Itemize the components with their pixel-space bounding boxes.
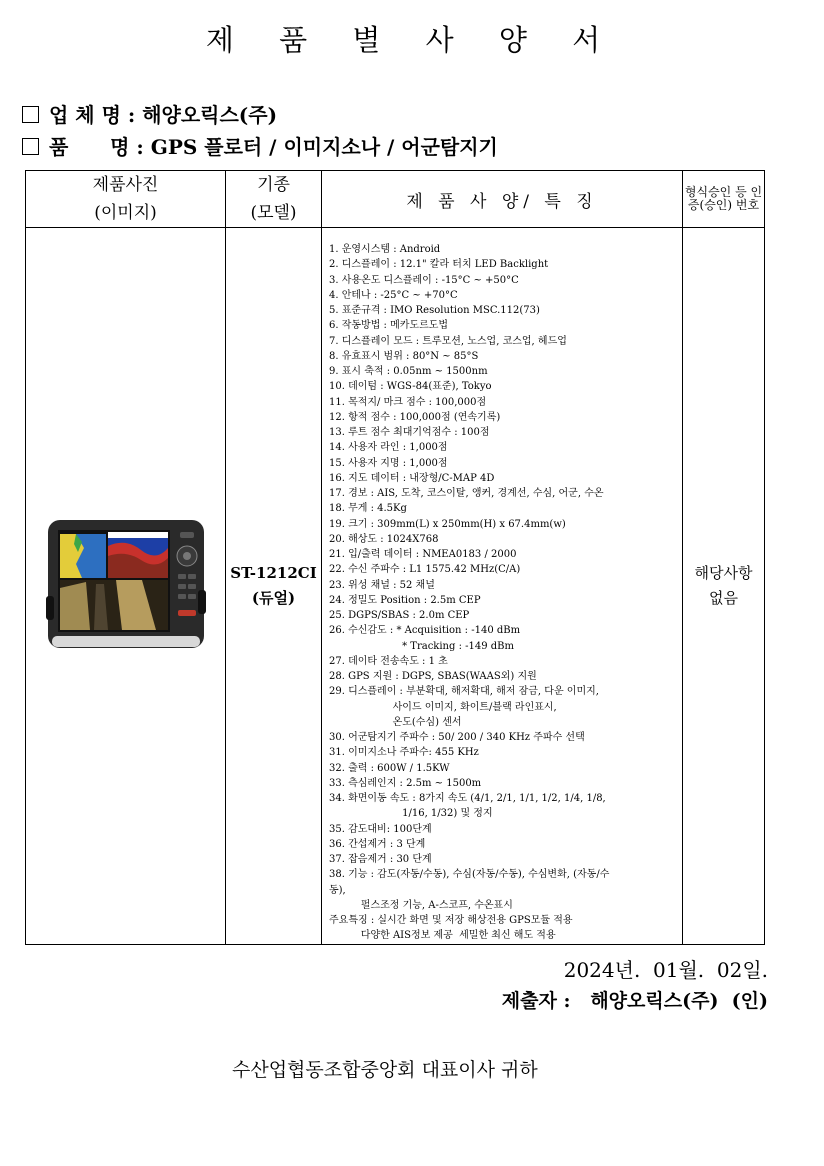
spec-item: 15. 사용자 지명 : 1,000점 [329, 457, 448, 469]
spec-item: 11. 목적지/ 마크 점수 : 100,000점 [329, 396, 487, 408]
spec-item: 7. 디스플레이 모드 : 트루모션, 노스업, 코스업, 헤드업 [329, 335, 567, 347]
spec-item: * Tracking : -149 dBm [329, 640, 515, 652]
spec-item: 28. GPS 지원 : DGPS, SBAS(WAAS외) 지원 [329, 671, 537, 682]
submitter-name: 해양오릭스(주) (인) [590, 990, 768, 1012]
spec-item: 5. 표준규격 : IMO Resolution MSC.112(73) [329, 305, 540, 316]
spec-item: 12. 항적 점수 : 100,000점 (연속기록) [329, 411, 501, 423]
spec-item: 25. DGPS/SBAS : 2.0m CEP [329, 610, 470, 621]
spec-item: 33. 측심레인지 : 2.5m ~ 1500m [329, 777, 482, 789]
spec-item: 2. 디스플레이 : 12.1" 칼라 터치 LED Backlight [329, 259, 549, 271]
company-value: 해양오릭스(주) [142, 103, 278, 127]
submission-date: 2024년. 01월. 02일. [563, 958, 768, 982]
spec-item: 4. 안테나 : -25°C ~ +70°C [329, 289, 458, 301]
spec-item: 30. 어군탐지기 주파수 : 50/ 200 / 340 KHz 주파수 선택 [329, 732, 585, 743]
table-header-row [26, 171, 765, 228]
company-line [22, 99, 277, 128]
company-label: 업 체 명 : [49, 103, 136, 127]
spec-item: 26. 수신감도 : * Acquisition : -140 dBm [329, 625, 521, 637]
spec-item: 주요특징 : 실시간 화면 및 저장 해상전용 GPS모듈 적용 [329, 915, 573, 926]
spec-item: 8. 유효표시 범위 : 80°N ~ 85°S [329, 350, 479, 362]
spec-item: 동), [329, 884, 346, 896]
spec-item: 35. 감도대비: 100단계 [329, 823, 432, 835]
cert-value-line1: 해당사항 [694, 563, 753, 582]
submitter-label: 제출자 : [501, 990, 571, 1012]
model-name: ST-1212CI [230, 563, 317, 582]
addressee: 수산업협동조합중앙회 대표이사 귀하 [232, 1059, 538, 1081]
spec-item: 19. 크기 : 309mm(L) x 250mm(H) x 67.4mm(w) [329, 518, 566, 530]
product-label: 품 명 : [49, 135, 144, 159]
submitter-line [502, 986, 768, 1013]
spec-item: 31. 이미지소나 주파수: 455 KHz [329, 747, 479, 759]
spec-item: 36. 간섭제거 : 3 단계 [329, 838, 426, 850]
product-photo [46, 518, 206, 650]
spec-item: 1. 운영시스템 : Android [329, 244, 441, 255]
document-title: 제 품 별 사 양 서 [205, 23, 619, 57]
product-value: GPS 플로터 / 이미지소나 / 어군탐지기 [150, 135, 498, 159]
spec-item: 29. 디스플레이 : 부분확대, 해저확대, 해저 잠금, 다운 이미지, [329, 686, 599, 698]
header-model-line1: 기종 [257, 175, 290, 195]
product-photo-cell [26, 228, 226, 945]
model-cell [226, 228, 322, 945]
spec-item: 9. 표시 축적 : 0.05nm ~ 1500nm [329, 366, 488, 377]
header-photo-line1: 제품사진 [92, 175, 159, 195]
spec-item: 10. 데이텀 : WGS-84(표준), Tokyo [329, 381, 492, 393]
spec-table [25, 170, 765, 945]
cert-cell [683, 228, 765, 945]
spec-item: 다양한 AIS정보 제공 세밀한 최신 해도 적용 [329, 930, 556, 942]
spec-item: 3. 사용온도 디스플레이 : -15°C ~ +50°C [329, 274, 519, 286]
checkbox-icon [22, 138, 39, 155]
header-spec: 제 품 사 양/ 특 징 [322, 171, 683, 228]
spec-item: 34. 화면이동 속도 : 8가지 속도 (4/1, 2/1, 1/1, 1/2, 1/4, 1/8, [329, 793, 606, 804]
spec-item: 21. 입/출력 데이터 : NMEA0183 / 2000 [329, 549, 517, 560]
spec-item: 37. 잡음제거 : 30 단계 [329, 854, 432, 865]
spec-item: 17. 경보 : AIS, 도착, 코스이탈, 앵커, 경계선, 수심, 어군, 수온 [329, 488, 604, 499]
spec-item: 온도(수심) 센서 [329, 716, 462, 728]
spec-item: 32. 출력 : 600W / 1.5KW [329, 762, 450, 774]
spec-item: 13. 루트 점수 최대기억점수 : 100점 [329, 427, 490, 438]
spec-item: 20. 해상도 : 1024X768 [329, 533, 439, 545]
spec-item: 16. 지도 데이터 : 내장형/C-MAP 4D [329, 472, 495, 484]
spec-item: 펄스조정 기능, A-스코프, 수온표시 [329, 899, 513, 911]
spec-list [329, 242, 678, 944]
product-line [22, 131, 498, 160]
spec-list-cell [322, 228, 683, 945]
header-photo [26, 171, 226, 228]
spec-item: 6. 작동방법 : 메카도르도법 [329, 320, 449, 332]
spec-item: 사이드 이미지, 화이트/블랙 라인표시, [329, 701, 557, 713]
header-model [226, 171, 322, 228]
spec-item: 1/16, 1/32) 및 정지 [329, 808, 493, 820]
spec-item: 23. 위성 채널 : 52 채널 [329, 579, 435, 591]
model-variant: (듀얼) [251, 588, 296, 607]
cert-value-line2: 없음 [709, 588, 738, 607]
header-cert: 형식승인 등 인증(승인) 번호 [683, 171, 765, 228]
spec-item: 38. 기능 : 감도(자동/수동), 수심(자동/수동), 수심변화, (자동/수 [329, 869, 610, 881]
spec-item: 27. 데이타 전송속도 : 1 초 [329, 655, 448, 667]
header-model-line2: (모델) [250, 203, 297, 223]
spec-item: 18. 무게 : 4.5Kg [329, 503, 407, 515]
table-row [26, 228, 765, 945]
spec-item: 24. 정밀도 Position : 2.5m CEP [329, 594, 481, 606]
checkbox-icon [22, 106, 39, 123]
spec-item: 14. 사용자 라인 : 1,000점 [329, 442, 448, 454]
header-photo-line2: (이미지) [94, 203, 157, 223]
spec-item: 22. 수신 주파수 : L1 1575.42 MHz(C/A) [329, 564, 521, 576]
